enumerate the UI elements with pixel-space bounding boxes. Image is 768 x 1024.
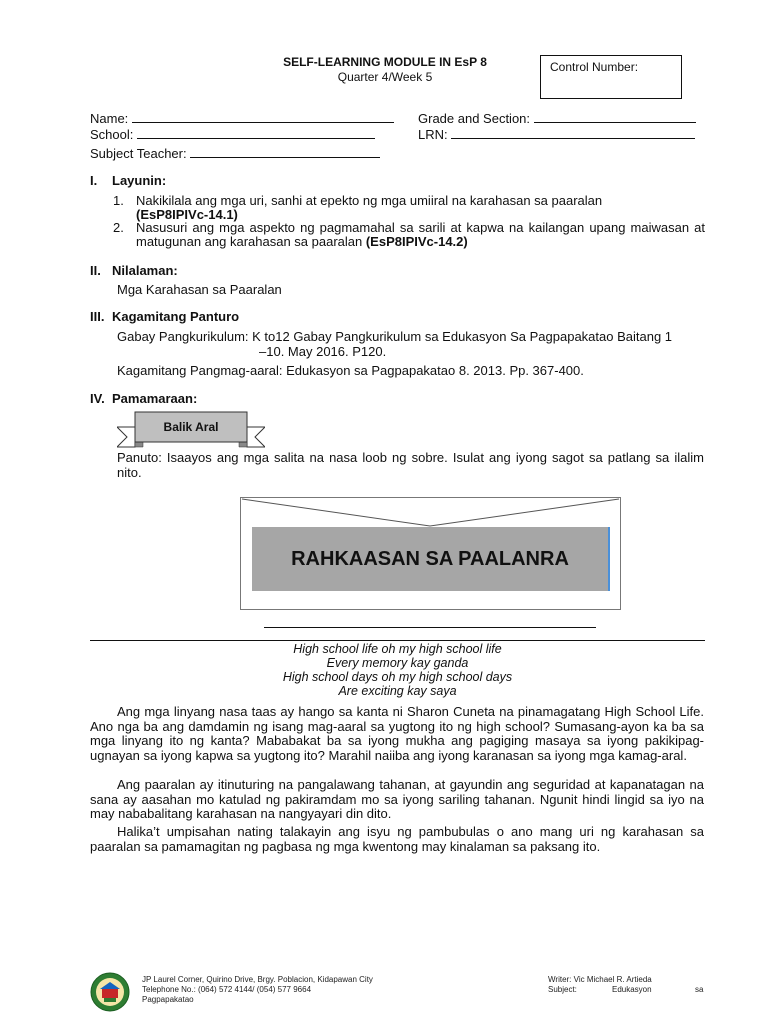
objective-2: 2. Nasusuri ang mga aspekto ng pagmamahal sa sarili at kapwa na kailangan upang maiwasan at matugunan ang karahasan sa paaralan (EsP8IPIVc-14.2) bbox=[113, 220, 705, 249]
section-layunin-heading: I. Layunin: bbox=[90, 173, 167, 188]
body-paragraph-2: Ang paaralan ay itinuturing na pangalawang tahanan, at gayundin ang seguridad at kapanatagan na sana ay aasahan mo katulad ng pakiramdam mo sa iyong sariling tahanan. Ngunit hindi lingid sa iyo na may nababalitang karahasan na nangyayari din dito. bbox=[90, 777, 704, 821]
section-kagamitang-heading: III. Kagamitang Panturo bbox=[90, 309, 240, 324]
answer-line[interactable] bbox=[264, 627, 596, 628]
gabay-pangkurikulum-line2: –10. May 2016. P120. bbox=[259, 344, 387, 359]
footer-writer: Writer: Vic Michael R. Artieda bbox=[548, 975, 652, 984]
name-field[interactable] bbox=[90, 110, 394, 126]
grade-section-line[interactable] bbox=[534, 110, 696, 123]
lyric-line-2: Every memory kay ganda bbox=[326, 656, 469, 670]
name-label: Name: bbox=[90, 111, 129, 126]
subject-teacher-field[interactable] bbox=[90, 145, 380, 161]
name-line[interactable] bbox=[132, 110, 394, 123]
school-field[interactable] bbox=[90, 126, 375, 142]
footer-subject-word: Edukasyon bbox=[612, 985, 652, 994]
divider-line bbox=[90, 640, 705, 641]
lyric-line-4: Are exciting kay saya bbox=[338, 684, 457, 698]
subject-teacher-label: Subject Teacher: bbox=[90, 146, 187, 161]
control-number-label: Control Number: bbox=[550, 60, 639, 74]
lrn-field[interactable] bbox=[418, 126, 695, 142]
footer-subject-line2: Pagpapakatao bbox=[142, 995, 194, 1004]
module-title: SELF-LEARNING MODULE IN EsP 8 bbox=[283, 55, 487, 69]
nilalaman-text: Mga Karahasan sa Paaralan bbox=[117, 282, 282, 297]
objective-1: 1. Nakikilala ang mga uri, sanhi at epekto ng mga umiiral na karahasan sa paaralan (EsP8IPIVc-14.1) bbox=[113, 193, 603, 222]
lrn-line[interactable] bbox=[451, 126, 695, 139]
lrn-label: LRN: bbox=[418, 127, 448, 142]
control-number-box[interactable] bbox=[540, 55, 682, 99]
footer-subject-label: Subject: bbox=[548, 985, 577, 994]
footer-subject-sa: sa bbox=[695, 985, 704, 994]
lyric-line-1: High school life oh my high school life bbox=[293, 642, 502, 656]
scrambled-words-label: RAHKAASAN SA PAALANRA bbox=[252, 527, 610, 591]
grade-section-field[interactable] bbox=[418, 110, 696, 126]
quarter-week: Quarter 4/Week 5 bbox=[337, 70, 433, 84]
gabay-pangkurikulum-line1: Gabay Pangkurikulum: K to12 Gabay Pangkurikulum sa Edukasyon Sa Pagpapakatao Baitang 1 bbox=[117, 329, 673, 344]
school-seal-logo bbox=[90, 972, 130, 1012]
kagamitang-mag-aaral: Kagamitang Pangmag-aaral: Edukasyon sa Pagpapakatao 8. 2013. Pp. 367-400. bbox=[117, 363, 584, 378]
footer-address: JP Laurel Corner, Quirino Drive, Brgy. Poblacion, Kidapawan City bbox=[142, 975, 373, 984]
section-nilalaman-heading: II. Nilalaman: bbox=[90, 263, 178, 278]
school-label: School: bbox=[90, 127, 134, 142]
body-paragraph-3: Halika’t umpisahan nating talakayin ang isyu ng pambubulas o ano mang uri ng karahasan sa paaralan sa pamamagitan ng pagbasa ng mga kwentong may kinalaman sa paksang ito. bbox=[90, 824, 704, 854]
envelope-flap bbox=[240, 497, 621, 529]
school-line[interactable] bbox=[137, 126, 375, 139]
panuto-text: Panuto: Isaayos ang mga salita na nasa loob ng sobre. Isulat ang iyong sagot sa patlang sa ilalim nito. bbox=[117, 450, 704, 480]
body-paragraph-1: Ang mga linyang nasa taas ay hango sa kanta ni Sharon Cuneta na pinamagatang High School Life. Ano nga ba ang damdamin ng isang mag-aaral sa yugtong ito ng high school? Sumasang-ayon ka ba sa mga linyang ito ng kanta? Mababakat ba sa iyong mukha ang pagiging masaya sa iyong pakikipag-ugnayan sa iyong kapwa sa yugtong ito? Marahil naiiba ang iyong karanasan sa iyong mga kamag-aral. bbox=[90, 704, 704, 763]
footer-telephone: Telephone No.: (064) 572 4144/ (054) 577 9664 bbox=[142, 985, 312, 994]
balik-aral-label: Balik Aral bbox=[163, 420, 219, 434]
grade-section-label: Grade and Section: bbox=[418, 111, 531, 126]
lyric-line-3: High school days oh my high school days bbox=[282, 670, 513, 684]
section-pamamaraan-heading: IV. Pamamaraan: bbox=[90, 391, 198, 406]
subject-teacher-line[interactable] bbox=[190, 145, 380, 158]
